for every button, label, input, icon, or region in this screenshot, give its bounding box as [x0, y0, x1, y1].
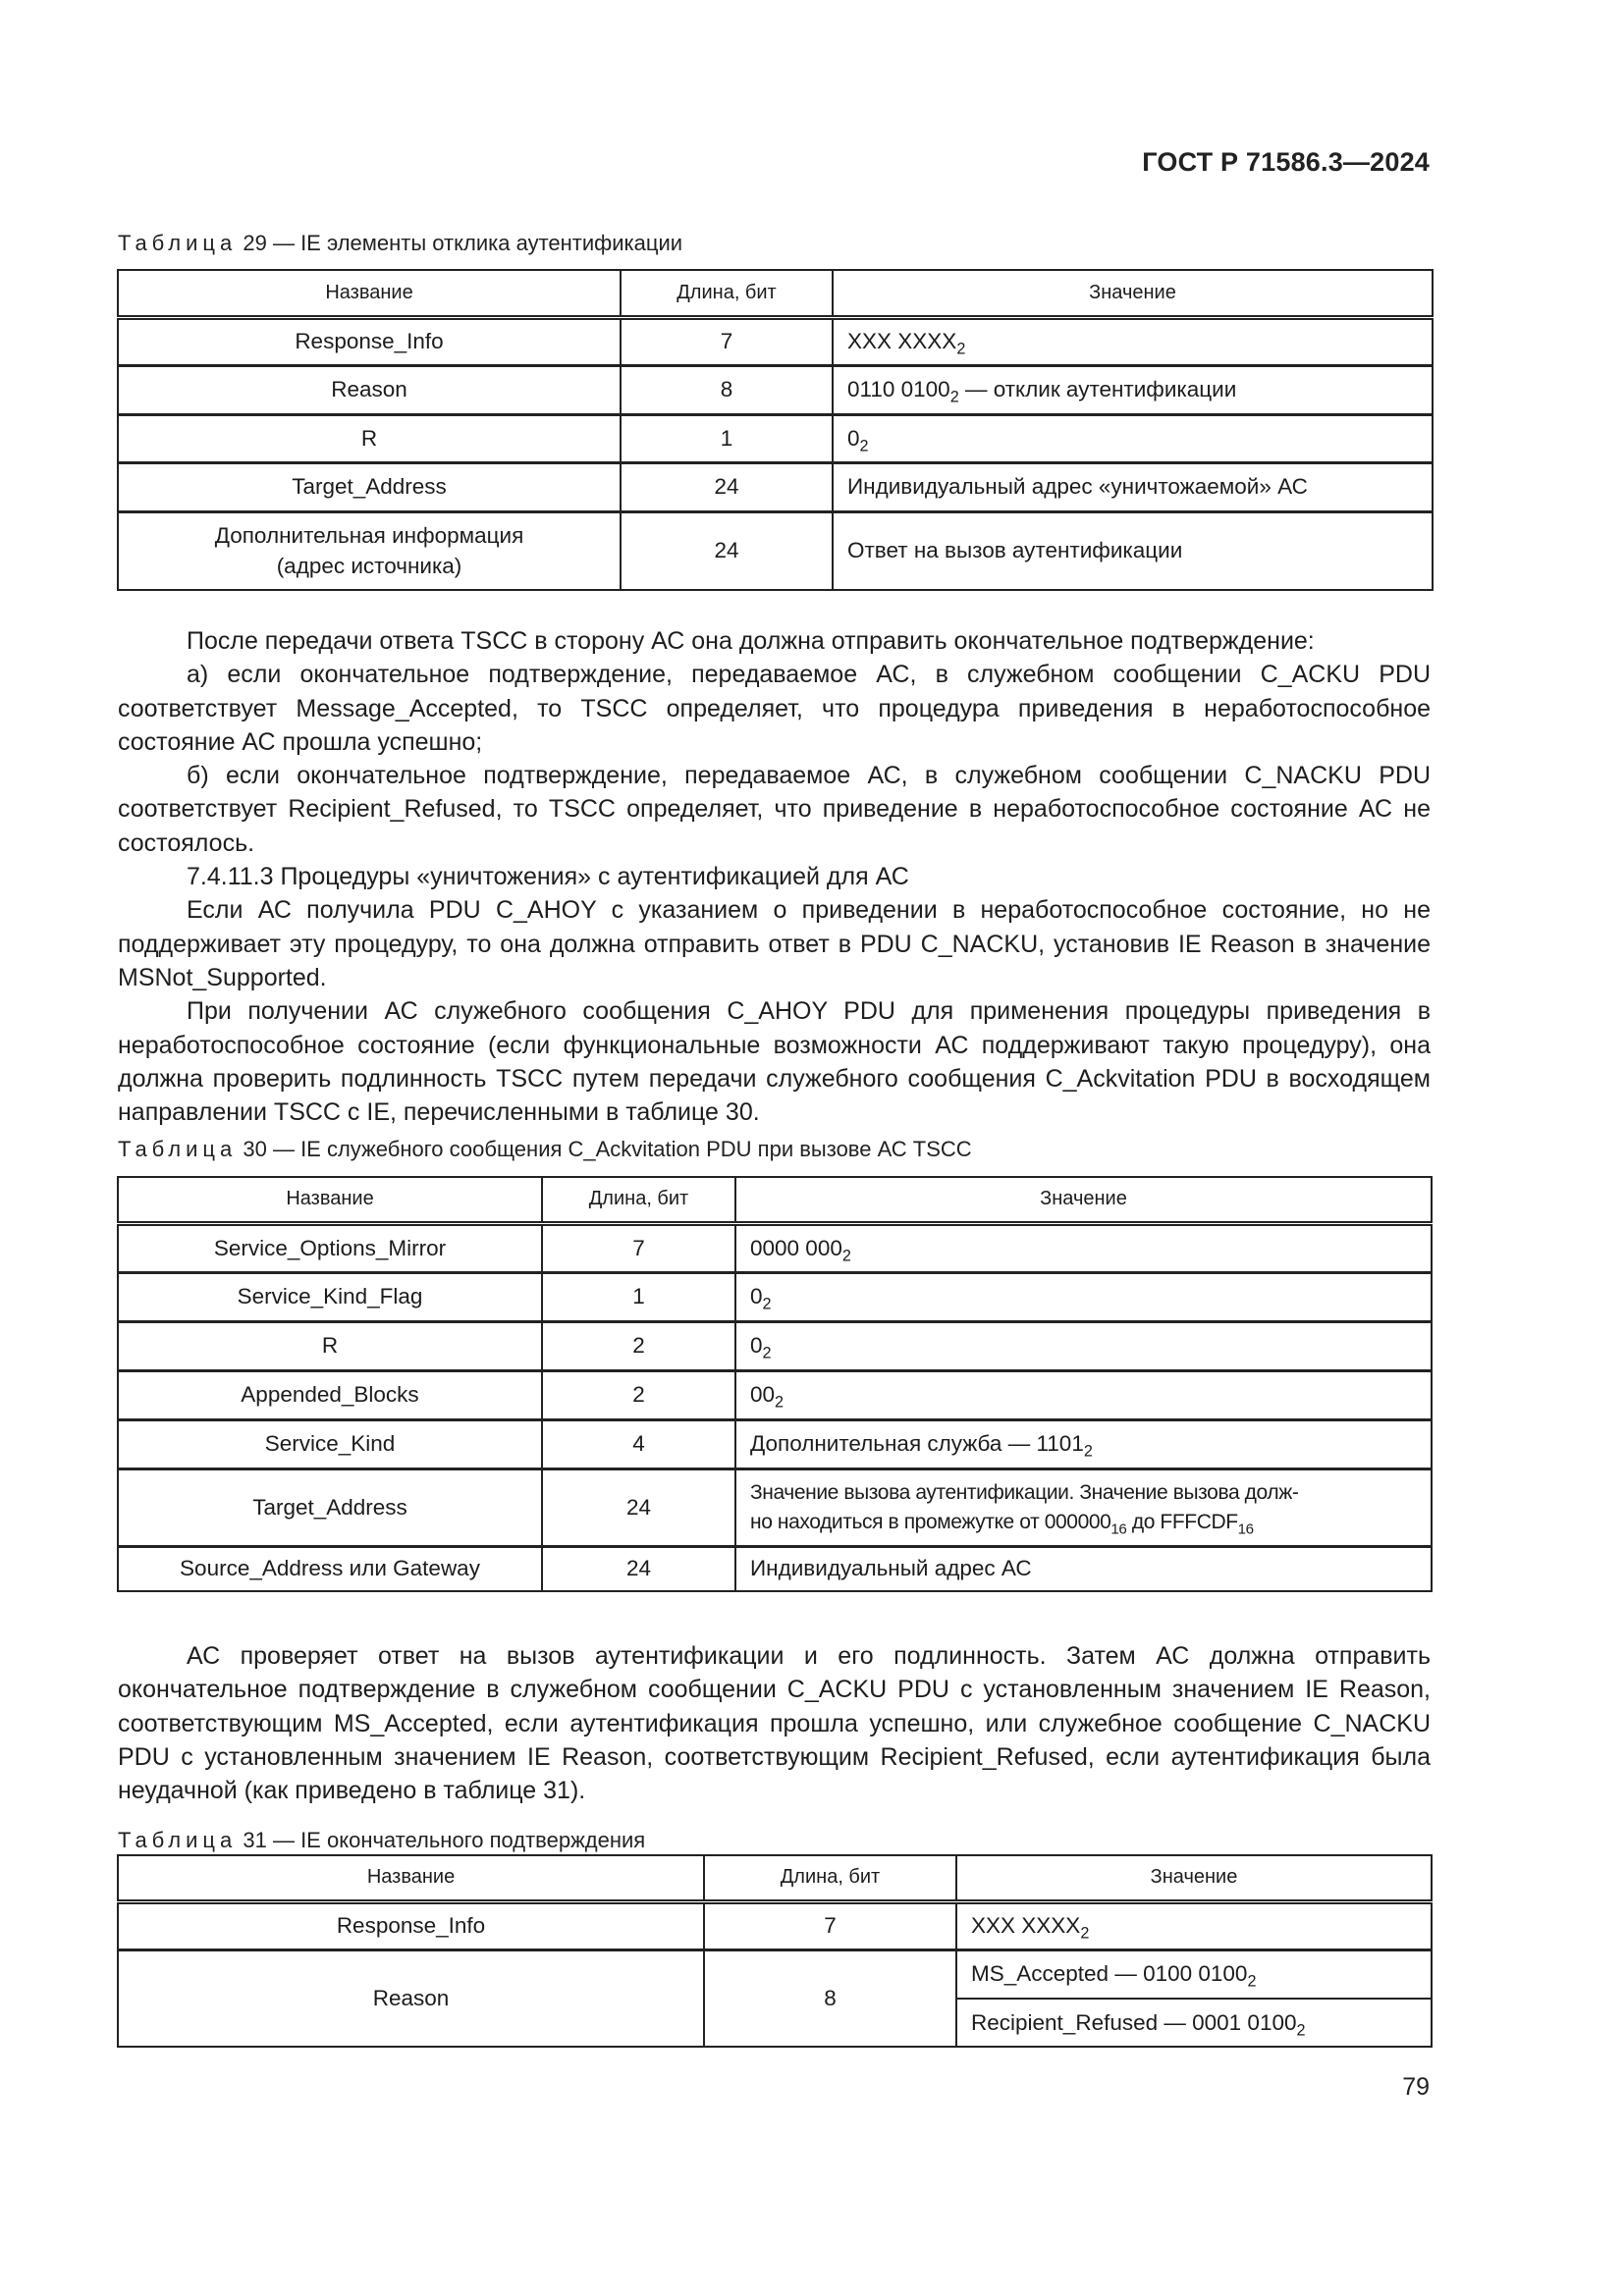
table-row	[118, 1223, 1432, 1272]
cell-name: Response_Info	[118, 317, 621, 365]
cell-name: Service_Kind_Flag	[118, 1272, 542, 1321]
column-header-name: Название	[118, 1177, 542, 1223]
cell-value: XXX $XXXX_2$	[956, 1901, 1432, 1949]
table31-header-row	[118, 1855, 1432, 1901]
document-code-header: ГОСТ Р 71586.3—2024	[1142, 147, 1430, 177]
cell-length: 7	[704, 1901, 956, 1949]
cell-value: XXX $XXXX_2$	[833, 317, 1433, 365]
cell-value: Ответ на вызов аутентификации	[833, 511, 1433, 590]
table-row	[118, 1546, 1432, 1591]
body-text-block-1	[118, 624, 1431, 1129]
cell-value: 0000 $000_2$	[735, 1223, 1432, 1272]
table29-caption-prefix: Таблица	[118, 231, 238, 255]
table-row	[118, 462, 1433, 511]
column-header-length: Длина, бит	[621, 270, 833, 317]
column-header-name: Название	[118, 1855, 704, 1901]
paragraph: АС проверяет ответ на вызов аутентификации и его подлинность. Затем АС должна отправить окончательное подтверждение в служебном сообщении C_ACKU PDU с установленным значением IE Reason, соответствующим MS_Accepted, если аутентификация прошла успешно, или служебное сообщение C_NACKU PDU с установленным значением IE Reason, соответствующим Recipient_Refused, если аутентификация была неудачной (как приведено в таблице 31).	[118, 1642, 1432, 1805]
cell-value: Значение вызова аутентификации. Значение вызова долж- но находиться в промежутке от $000000_{16}$ до $FFFCDF_{16}$	[735, 1468, 1432, 1546]
page-number: 79	[1402, 2073, 1430, 2101]
cell-length: 2	[542, 1370, 735, 1419]
table30-caption-prefix: Таблица	[118, 1137, 238, 1161]
paragraph: После передачи ответа TSCC в сторону АС она должна отправить окончательное подтверждение:	[187, 627, 1315, 655]
cell-name: Service_Options_Mirror	[118, 1223, 542, 1272]
cell-value: Индивидуальный адрес «уничтожаемой» АС	[833, 462, 1433, 511]
cell-value: Индивидуальный адрес АС	[735, 1546, 1432, 1591]
cell-length: 24	[542, 1546, 735, 1591]
cell-value-ms-accepted: MS_Accepted — 0100 $0100_2$	[956, 1949, 1432, 1999]
cell-length: 4	[542, 1419, 735, 1468]
list-item-b: б) если окончательное подтверждение, передаваемое АС, в служебном сообщении C_NACKU PDU соответствует Recipient_Refused, то TSCC определяет, что приведение в неработоспособное состояние АС не состоялось.	[118, 762, 1431, 857]
table31-caption-prefix: Таблица	[118, 1828, 238, 1852]
list-item-a: а) если окончательное подтверждение, передаваемое АС, в служебном сообщении C_ACKU PDU соответствует Message_Accepted, то TSCC определяет, что процедура приведения в неработоспособное состояние АС прошла успешно;	[118, 661, 1431, 756]
table29-header-row	[118, 270, 1433, 317]
cell-length: 7	[621, 317, 833, 365]
table30	[117, 1176, 1433, 1592]
cell-value: $0_2$	[735, 1321, 1432, 1370]
table-row	[118, 1321, 1432, 1370]
table31	[117, 1854, 1433, 2048]
table-row	[118, 1370, 1432, 1419]
table30-caption-title: 30 — IE служебного сообщения C_Ackvitation PDU при вызове АС TSCC	[237, 1137, 972, 1161]
column-header-value: Значение	[956, 1855, 1432, 1901]
cell-value: Дополнительная служба — $1101_2$	[735, 1419, 1432, 1468]
cell-value-recipient-refused: Recipient_Refused — 0001 $0100_2$	[956, 1999, 1432, 2047]
section-heading-7-4-11-3: 7.4.11.3 Процедуры «уничтожения» с аутентификацией для АС	[187, 863, 909, 891]
column-header-length: Длина, бит	[704, 1855, 956, 1901]
table29-caption-title: 29 — IE элементы отклика аутентификации	[237, 231, 683, 255]
cell-name: Appended_Blocks	[118, 1370, 542, 1419]
cell-name: Target_Address	[118, 1468, 542, 1546]
cell-name: Target_Address	[118, 462, 621, 511]
cell-length: 1	[621, 414, 833, 462]
cell-value: $0_2$	[735, 1272, 1432, 1321]
cell-length: 24	[542, 1468, 735, 1546]
body-text-block-2	[118, 1639, 1431, 1807]
table29-caption	[118, 231, 682, 256]
cell-value: $00_2$	[735, 1370, 1432, 1419]
column-header-value: Значение	[735, 1177, 1432, 1223]
table31-caption-title: 31 — IE окончательного подтверждения	[237, 1828, 646, 1852]
cell-name: Source_Address или Gateway	[118, 1546, 542, 1591]
table30-caption	[118, 1137, 972, 1162]
column-header-value: Значение	[833, 270, 1433, 317]
cell-length: 8	[704, 1949, 956, 2047]
cell-length: 24	[621, 511, 833, 590]
cell-name: R	[118, 1321, 542, 1370]
cell-length: 1	[542, 1272, 735, 1321]
table30-header-row	[118, 1177, 1432, 1223]
cell-length: 24	[621, 462, 833, 511]
cell-name: Reason	[118, 1949, 704, 2047]
table-row	[118, 1468, 1432, 1546]
table29	[117, 269, 1434, 591]
table-row	[118, 317, 1433, 365]
paragraph: При получении АС служебного сообщения C_AHOY PDU для применения процедуры приведения в неработоспособное состояние (если функциональные возможности АС поддерживают такую процедуру), она должна проверить подлинность TSCC путем передачи служебного сообщения C_Ackvitation PDU в восходящем направлении TSCC с IE, перечисленными в таблице 30.	[118, 997, 1431, 1127]
table-row	[118, 1272, 1432, 1321]
cell-length: 7	[542, 1223, 735, 1272]
table31-caption	[118, 1828, 645, 1853]
cell-name: Service_Kind	[118, 1419, 542, 1468]
cell-name: Reason	[118, 365, 621, 414]
cell-value: $0_2$	[833, 414, 1433, 462]
cell-value: 0110 $0100_2$ — отклик аутентификации	[833, 365, 1433, 414]
cell-length: 8	[621, 365, 833, 414]
cell-name: R	[118, 414, 621, 462]
table-row	[118, 1419, 1432, 1468]
column-header-name: Название	[118, 270, 621, 317]
column-header-length: Длина, бит	[542, 1177, 735, 1223]
table-row	[118, 1901, 1432, 1949]
table-row	[118, 1949, 1432, 1999]
paragraph: Если АС получила PDU C_AHOY с указанием о приведении в неработоспособное состояние, но не поддерживает эту процедуру, то она должна отправить ответ в PDU C_NACKU, установив IE Reason в значение MSNot_Supported.	[118, 896, 1431, 991]
table-row	[118, 511, 1433, 590]
table-row	[118, 414, 1433, 462]
cell-name: Response_Info	[118, 1901, 704, 1949]
cell-name: Дополнительная информация (адрес источника)	[118, 511, 621, 590]
table-row	[118, 365, 1433, 414]
cell-length: 2	[542, 1321, 735, 1370]
